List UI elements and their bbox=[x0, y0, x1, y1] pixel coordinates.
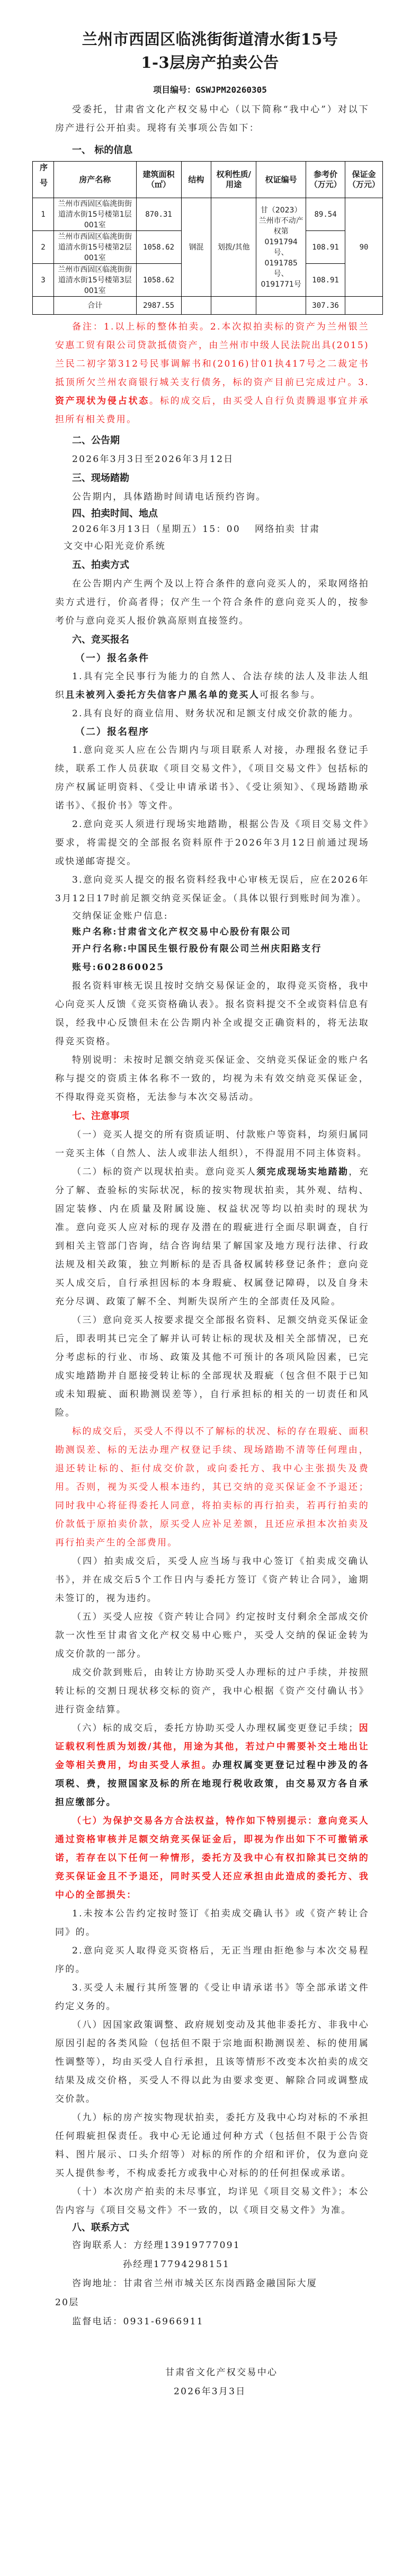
section-heading-6: 六、竞买报名 bbox=[72, 634, 129, 645]
note-7-item-3: 3.买受人未履行其所签署的《受让申请承诺书》等全部承诺文件约定义务的。 bbox=[55, 1983, 369, 2012]
cell-area: 1058.62 bbox=[136, 231, 181, 264]
col-header-name: 房产名称 bbox=[53, 162, 136, 198]
contact-address: 咨询地址：甘肃省兰州市城关区东岗西路金融国际大厦 bbox=[72, 2278, 318, 2289]
remark: 备注：1.以上标的整体拍卖。2.本次拟拍卖标的资产为兰州银兰安惠工贸有限公司贷款抵债资产，由兰州市中级人民法院出具(2015)兰民二初字第312号民事调解书和(2016)甘01执417号之二裁定书抵顶所欠兰州农商银行城关支行债务，标的资产目前已完成过户。3.资产现状为侵占状态。标的成交后，由买受人自行负责腾退事宜并承担所有相关费用。 bbox=[55, 322, 369, 425]
footer-date: 2026年3月3日 bbox=[174, 2386, 246, 2397]
cell-total-nature bbox=[211, 297, 256, 315]
intro bbox=[55, 101, 369, 160]
special-note: 特别说明：未按时足额交纳竞买保证金、交纳竞买保证金的账户名称与提交的资质主体名称不一致的，均视为未有效交纳竞买保证金，不得取得竞买资格，无法参与本次交易活动。 bbox=[55, 1055, 369, 1103]
account-intro: 交纳保证金账户信息: bbox=[72, 911, 168, 921]
note-5: （五）买受人应按《资产转让合同》约定按时支付剩余全部成交价款一次性至甘肃省文化产权交易中心账户，买受人交纳的保证金转为成交价款的一部分。 bbox=[55, 1612, 369, 1659]
note-1: （一）竞买人提交的所有资质证明、付款账户等资料，均须归属同一竞买主体（自然人、法人或非法人组织），不得混用不同主体资料。 bbox=[55, 1130, 369, 1159]
announcement-period: 2026年3月3日至2026年3月12日 bbox=[72, 454, 234, 465]
section-heading-8: 八、联系方式 bbox=[72, 2222, 129, 2233]
condition-2: 2.具有良好的商业信用、财务状况和足额支付成交价款的能力。 bbox=[72, 708, 359, 719]
cell-total-cert bbox=[256, 297, 306, 315]
cell-structure: 钢混 bbox=[181, 198, 211, 297]
note-3-warning: 标的成交后，买受人不得以不了解标的状况、标的存在瑕疵、面积勘测误差、标的无法办理产权登记手续、现场踏勘不清等任何理由，退还转让标的、拒付成交价款，或向委托方、我中心主张损失及费用。否则，视为买受人根本违约，其已交纳的竞买保证金不予退还；同时我中心将征得委托人同意，将拍卖标的再行拍卖，若再行拍卖的价款低于原拍卖价款，原买受人应补足差额，且还应承担本次拍卖及再行拍卖产生的全部费用。 bbox=[55, 1426, 369, 1548]
section-heading-1: 一、 标的信息 bbox=[72, 145, 133, 156]
cell-total-deposit bbox=[345, 297, 383, 315]
cell-price: 108.91 bbox=[306, 264, 345, 297]
note-9: （九）标的房产按实物现状拍卖，委托方及我中心均对标的不承担任何瑕疵担保责任。我中心无论通过何种方式（包括但不限于公告资料、图片展示、口头介绍等）对标的所作的介绍和评价，仅为意向竞买人提供参考，不构成委托方或我中心对标的的任何担保或承诺。 bbox=[55, 2112, 369, 2179]
col-header-deposit: 保证金（万元） bbox=[345, 162, 383, 198]
note-6: （六）标的成交后，委托方协助买受人办理权属变更登记手续；因证载权利性质为划拨/其他，用途为其他，若过户中需要补交土地出让金等相关费用，均由买受人承担。办理权属变更登记过程中涉及的各项税、费，按照国家及标的所在地现行税收政策，由交易双方各自承担应缴部分。 bbox=[55, 1723, 370, 1808]
intro-text: 受委托，甘肃省文化产权交易中心（以下简称“我中心”）对以下房产进行公开拍卖。现将有关事项公告如下： bbox=[55, 104, 369, 134]
table-header-row bbox=[33, 162, 383, 198]
cell-seq: 2 bbox=[33, 231, 54, 264]
note-7: （七）为保护交易各方合法权益，特作如下特别提示：意向竞买人通过资格审核并足额交纳竞买保证金后，即视为作出如下不可撤销承诺，若存在以下任何一种情形，委托方及我中心有权扣除其已交纳的竞买保证金且不予退还，同时买受人还应承担由此造成的委托方、我中心的全部损失： bbox=[55, 1816, 369, 1900]
cell-area: 870.31 bbox=[136, 198, 181, 231]
cell-total-label: 合计 bbox=[53, 297, 136, 315]
site-visit-text: 公告期内，具体踏勘时间请电话预约咨询。 bbox=[72, 492, 266, 502]
contact-person-1: 咨询联系人：方经理13919777091 bbox=[72, 2240, 240, 2251]
note-8: （八）因国家政策调整、政府规划变动及其他非委托方、非我中心原因引起的各类风险（包括但不限于宗地面积勘测误差、标的使用属性调整等），均由买受人自行承担，且该等情形不改变本次拍卖的成交结果及成交价格，买受人不得以此为由要求变更、解除合同或调整成交价款。 bbox=[55, 2020, 369, 2104]
cell-name: 兰州市西固区临洮街街道清水街15号楼第1层001室 bbox=[53, 198, 136, 231]
body bbox=[55, 318, 369, 2401]
review-text: 报名资料审核无误且按时交纳交易保证金的，取得竞买资格，我中心向竞买人反馈《竞买资格确认表》。报名资料提交不全或资料信息有误，经我中心反馈但未在公告期内补全或提交正确资料的，将无法取得竞买资格。 bbox=[55, 981, 369, 1047]
note-5b: 成交价款到账后，由转让方协助买受人办理标的过户手续，并按照转让标的交割日现状移交标的资产，我中心根据《资产交付确认书》进行资金结算。 bbox=[55, 1667, 369, 1715]
cell-total-area: 2987.55 bbox=[136, 297, 181, 315]
col-header-structure: 结构 bbox=[181, 162, 211, 198]
section-heading-2: 二、公告期 bbox=[72, 435, 120, 446]
title-line-1: 兰州市西固区临洮街街道清水街15号 bbox=[82, 30, 338, 48]
cell-total-seq bbox=[33, 297, 54, 315]
contact-address-cont: 20层 bbox=[55, 2297, 79, 2308]
condition-1: 1.具有完全民事行为能力的自然人、合法存续的法人及非法人组织且未被列入委托方失信客户黑名单的竞买人可报名参与。 bbox=[55, 671, 369, 700]
col-header-seq: 序号 bbox=[33, 162, 54, 198]
procedure-2: 2.意向竞买人须进行现场实地踏勘，根据公告及《项目交易文件》要求，将需提交的全部报名资料原件于2026年3月12日前通过现场或快递邮寄提交。 bbox=[55, 819, 369, 867]
cell-name: 兰州市西固区临洮街街道清水街15号楼第3层001室 bbox=[53, 264, 136, 297]
footer-org: 甘肃省文化产权交易中心 bbox=[165, 2367, 278, 2378]
project-number bbox=[0, 84, 420, 96]
procedure-1: 1.意向竞买人应在公告期内与项目联系人对接，办理报名登记手续，联系工作人员获取《项目交易文件》，《项目交易文件》包括标的房产权属证明资料、《受让申请承诺书》、《受让须知》、《现场踏勘承诺书》、《报价书》等文件。 bbox=[55, 745, 369, 811]
cell-area: 1058.62 bbox=[136, 264, 181, 297]
account-number: 账号:602860025 bbox=[72, 962, 165, 973]
section-heading-7: 七、注意事项 bbox=[72, 1111, 129, 1122]
note-7-item-1: 1.未按本公告约定按时签订《拍卖成交确认书》或《资产转让合同》的。 bbox=[55, 1908, 369, 1938]
cell-price: 108.91 bbox=[306, 231, 345, 264]
cell-nature: 划拨/其他 bbox=[211, 198, 256, 297]
property-table bbox=[32, 161, 383, 315]
subheading-conditions: （一）报名条件 bbox=[75, 653, 149, 664]
note-4: （四）拍卖成交后，买受人应当场与我中心签订《拍卖成交确认书》，并在成交后5个工作日内与委托方签订《资产转让合同》，逾期未签订的，视为违约。 bbox=[55, 1556, 369, 1604]
auction-time-line-1: 2026年3月13日（星期五）15：00 网络拍卖 甘肃 bbox=[72, 524, 320, 535]
contact-person-2: 孙经理17794298151 bbox=[123, 2259, 230, 2270]
supervision-phone: 监督电话：0931-6966911 bbox=[72, 2316, 204, 2327]
auction-method-text: 在公告期内产生两个及以上符合条件的意向竞买人的，采取网络拍卖方式进行，价高者得；仅产生一个符合条件的意向竞买人的，按参考价与意向竞买人报价孰高原则直接签约。 bbox=[55, 579, 369, 626]
cell-total-structure bbox=[181, 297, 211, 315]
note-3: （三）意向竞买人按要求提交全部报名资料、足额交纳竞买保证金后，即表明其已完全了解并认可转让标的现状及相关全部情况，已充分考虑标的行业、市场、政策及其他不可预计的各项风险因素，已完成实地踏勘并自愿接受转让标的全部现状及瑕疵（包含但不限于已知或未知瑕疵、面积勘测误差等），自行承担标的相关的一切责任和风险。 bbox=[55, 1315, 369, 1418]
project-number-value: GSWJPM20260305 bbox=[195, 85, 267, 95]
cell-name: 兰州市西固区临洮街街道清水街15号楼第2层001室 bbox=[53, 231, 136, 264]
note-10: （十）本次房产拍卖的未尽事宜，均详见《项目交易文件》；本公告内容与《项目交易文件》不一致的，以《项目交易文件》为准。 bbox=[55, 2187, 369, 2216]
section-heading-5: 五、拍卖方式 bbox=[72, 559, 129, 571]
cell-seq: 1 bbox=[33, 198, 54, 231]
col-header-nature: 权利性质/用途 bbox=[211, 162, 256, 198]
account-name: 账户名称:甘肃省文化产权交易中心股份有限公司 bbox=[72, 927, 291, 937]
cell-deposit: 90 bbox=[345, 198, 383, 297]
section-heading-3: 三、现场踏勘 bbox=[72, 473, 129, 484]
col-header-area: 建筑面积（㎡） bbox=[136, 162, 181, 198]
cell-total-price: 307.36 bbox=[306, 297, 345, 315]
table-total-row bbox=[33, 297, 383, 315]
subheading-procedure: （二）报名程序 bbox=[75, 726, 149, 738]
auction-time-line-2: 文交中心阳光竞价系统 bbox=[64, 541, 166, 552]
cell-price: 89.54 bbox=[306, 198, 345, 231]
bank-name: 开户行名称:中国民生银行股份有限公司兰州庆阳路支行 bbox=[72, 944, 322, 954]
note-7-item-2: 2.意向竞买人取得竞买资格后，无正当理由拒绝参与本次交易程序的。 bbox=[55, 1946, 369, 1975]
cell-seq: 3 bbox=[33, 264, 54, 297]
page-title bbox=[0, 28, 420, 74]
col-header-cert: 权证编号 bbox=[256, 162, 306, 198]
table-row bbox=[33, 198, 383, 231]
note-2: （二）标的资产以现状拍卖。意向竞买人须完成现场实地踏勘，充分了解、查验标的实际状况，标的按实物现状拍卖，其外观、结构、固定装修、内在质量及附属设施、权益状况等均以拍卖时的现状为准。意向竞买人应对标的现存及潜在的瑕疵进行全面尽职调查，自行到相关主管部门咨询，结合咨询结果了解国家及地方现行法律、行政法规及相关政策，独立判断标的是否具备权属转移登记条件；意向竞买人成交后，自行承担因标的本身瑕疵、权属登记障碍，以及自身未充分尽调、政策了解不全、判断失误所产生的全部责任及风险。 bbox=[55, 1167, 370, 1307]
title-line-2: 1-3层房产拍卖公告 bbox=[141, 54, 279, 72]
procedure-3: 3.意向竞买人提交的报名资料经我中心审核无误后，应在2026年3月12日17时前足额交纳竞买保证金。（具体以银行到账时间为准）。 bbox=[55, 875, 369, 904]
project-number-label: 项目编号： bbox=[153, 85, 196, 95]
cell-cert: 甘（2023）兰州市不动产权第0191794号、0191785号、0191771号 bbox=[256, 198, 306, 297]
section-heading-4: 四、拍卖时间、地点 bbox=[72, 508, 158, 519]
col-header-price: 参考价（万元） bbox=[306, 162, 345, 198]
